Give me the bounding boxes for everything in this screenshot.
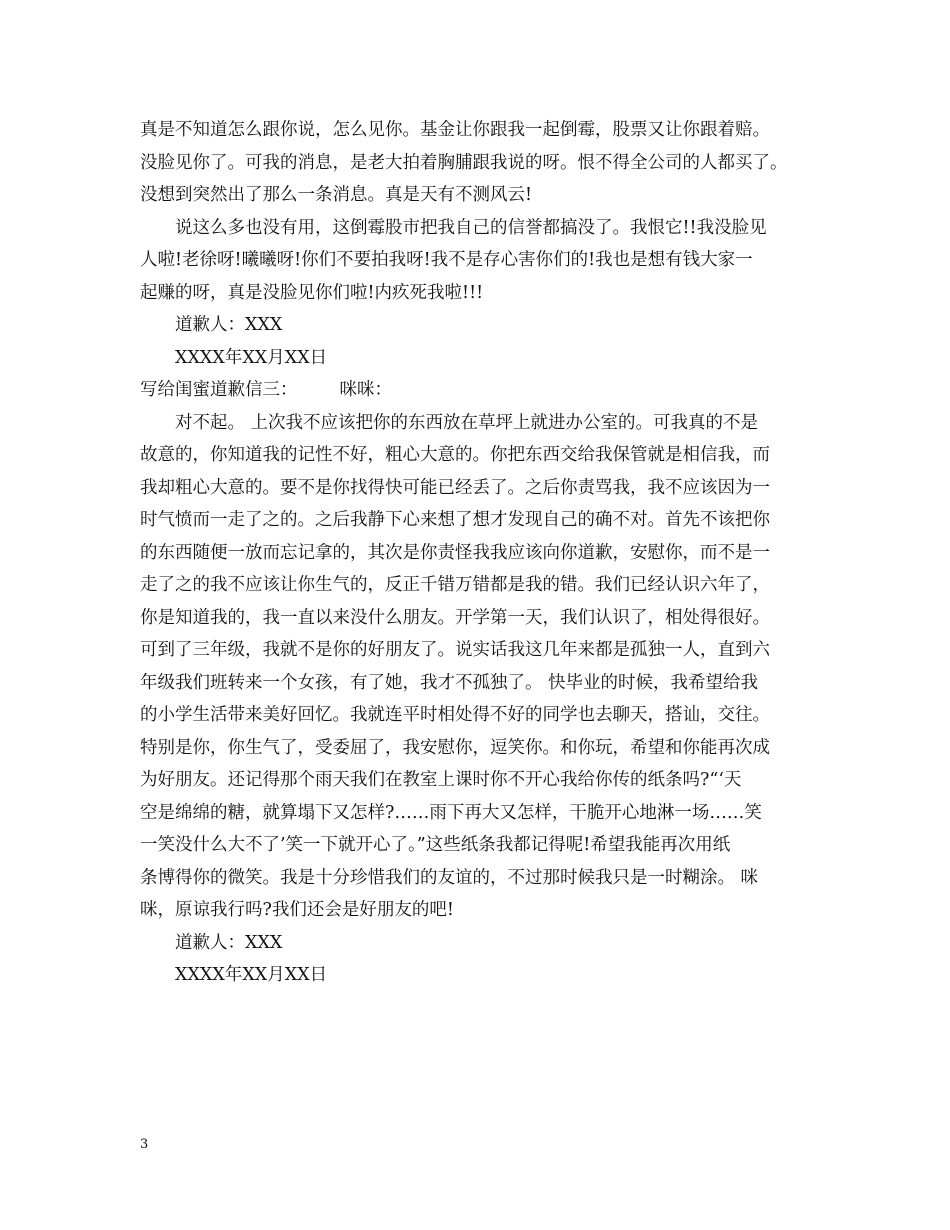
signature-line: 道歉人：XXX <box>175 315 283 335</box>
text-line: 说这么多也没有用，这倒霉股市把我自己的信誉都搞没了。我恨它!!我没脸见 <box>175 217 767 238</box>
text-line: 真是不知道怎么跟你说，怎么见你。基金让你跟我一起倒霉，股票又让你跟着赔。 <box>140 120 770 140</box>
text-line: 时气愤而一走了之的。之后我静下心来想了想才发现自己的确不对。首先不该把你 <box>140 510 770 530</box>
body-text <box>140 114 830 992</box>
text-line: 一笑没什么大不了’笑一下就开心了。”这些纸条我都记得呢!希望我能再次用纸 <box>140 835 731 855</box>
text-line: 对不起。 上次我不应该把你的东西放在草坪上就进办公室的。可我真的不是 <box>175 412 759 433</box>
text-line: 故意的，你知道我的记性不好，粗心大意的。你把东西交给我保管就是相信我，而 <box>140 445 770 465</box>
letter-heading-line <box>140 374 830 407</box>
text-line: 的小学生活带来美好回忆。我就连平时相处得不好的同学也去聊天，搭讪，交往。 <box>140 705 770 725</box>
text-line: 为好朋友。还记得那个雨天我们在教室上课时你不开心我给你传的纸条吗?“‘天 <box>140 770 742 790</box>
text-line: 特别是你，你生气了，受委屈了，我安慰你，逗笑你。和你玩，希望和你能再次成 <box>140 737 770 758</box>
signature-line: 道歉人：XXX <box>175 932 283 953</box>
text-line: 没脸见你了。可我的消息，是老大拍着胸脯跟我说的呀。恨不得全公司的人都买了。 <box>140 152 788 173</box>
text-line: 没想到突然出了那么一条消息。真是天有不测风云! <box>140 185 533 205</box>
text-line: 起赚的呀，真是没脸见你们啦!内疚死我啦!!! <box>140 282 484 303</box>
text-line: 空是绵绵的糖，就算塌下又怎样?……雨下再大又怎样，干脆开心地淋一场……笑 <box>140 802 762 823</box>
text-line: 的东西随便一放而忘记拿的，其次是你责怪我我应该向你道歉，安慰你，而不是一 <box>140 542 770 563</box>
text-line: 走了之的我不应该让你生气的，反正千错万错都是我的错。我们已经认识六年了， <box>140 575 770 595</box>
text-line: 条博得你的微笑。我是十分珍惜我们的友谊的，不过那时候我只是一时糊涂。 咪 <box>140 867 759 888</box>
text-line: 你是知道我的，我一直以来没什么朋友。开学第一天，我们认识了，相处得很好。 <box>140 607 770 628</box>
date-line: XXXX年XX月XX日 <box>175 347 328 368</box>
text-line: 人啦!老徐呀!曦曦呀!你们不要拍我呀!我不是存心害你们的!我也是想有钱大家一 <box>140 250 753 270</box>
letter-heading: 写给闺蜜道歉信三： <box>140 380 298 400</box>
text-line: 年级我们班转来一个女孩，有了她，我才不孤独了。 快毕业的时候，我希望给我 <box>140 672 759 693</box>
text-line: 我却粗心大意的。要不是你找得快可能已经丢了。之后你责骂我，我不应该因为一 <box>140 477 770 498</box>
text-line: 可到了三年级，我就不是你的好朋友了。说实话我这几年来都是孤独一人，直到六 <box>140 640 770 660</box>
text-line: 咪，原谅我行吗?我们还会是好朋友的吧! <box>140 900 454 920</box>
salutation: 咪咪： <box>339 380 392 400</box>
page-number: 3 <box>140 1137 149 1152</box>
date-line: XXXX年XX月XX日 <box>175 965 328 985</box>
